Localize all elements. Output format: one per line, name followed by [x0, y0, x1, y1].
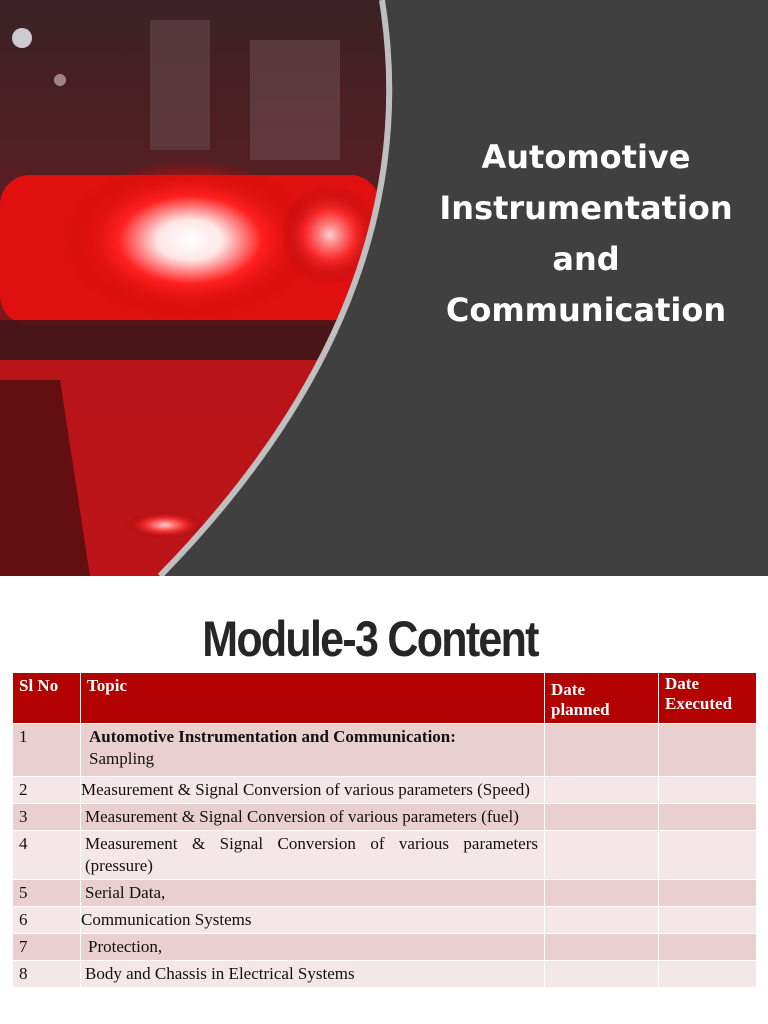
cell-sl: 8	[13, 961, 81, 988]
topic-text: Sampling	[89, 749, 155, 768]
table-row	[13, 804, 757, 831]
header-topic: Topic	[81, 673, 545, 724]
cell-date-planned	[545, 724, 659, 777]
content-slide	[0, 576, 768, 1024]
cell-topic	[81, 724, 545, 777]
cell-date-executed	[659, 804, 757, 831]
presentation-title	[405, 132, 767, 336]
header-date-executed-line-2: Executed	[665, 694, 733, 713]
cell-date-planned	[545, 831, 659, 880]
cell-date-planned	[545, 934, 659, 961]
cell-topic: Communication Systems	[81, 907, 545, 934]
cell-date-planned	[545, 961, 659, 988]
cell-topic: Measurement & Signal Conversion of various parameters (pressure)	[81, 831, 545, 880]
cell-date-executed	[659, 907, 757, 934]
cell-date-planned	[545, 907, 659, 934]
table-row	[13, 724, 757, 777]
cell-sl: 7	[13, 934, 81, 961]
cell-sl: 6	[13, 907, 81, 934]
table-row	[13, 831, 757, 880]
cell-date-planned	[545, 880, 659, 907]
cell-topic: Serial Data,	[81, 880, 545, 907]
cell-topic: Measurement & Signal Conversion of various parameters (fuel)	[81, 804, 545, 831]
cell-topic: Measurement & Signal Conversion of various parameters (Speed)	[81, 777, 545, 804]
table-row	[13, 777, 757, 804]
cell-topic: Protection,	[81, 934, 545, 961]
table-row	[13, 880, 757, 907]
cell-date-executed	[659, 777, 757, 804]
cell-topic: Body and Chassis in Electrical Systems	[81, 961, 545, 988]
table-row	[13, 907, 757, 934]
table-row	[13, 961, 757, 988]
cell-sl: 1	[13, 724, 81, 777]
title-line-3: and	[552, 240, 620, 278]
cell-sl: 5	[13, 880, 81, 907]
cell-date-executed	[659, 934, 757, 961]
cell-date-planned	[545, 804, 659, 831]
header-date-planned-line-1: Date	[551, 680, 585, 699]
cell-date-executed	[659, 831, 757, 880]
header-date-executed-line-1: Date	[665, 674, 699, 693]
cell-date-planned	[545, 777, 659, 804]
cell-date-executed	[659, 724, 757, 777]
header-date-planned-line-2: planned	[551, 700, 610, 719]
title-line-4: Communication	[445, 291, 727, 329]
header-date-planned	[545, 673, 659, 724]
title-line-2: Instrumentation	[439, 189, 733, 227]
title-line-1: Automotive	[481, 138, 691, 176]
cell-sl: 3	[13, 804, 81, 831]
table-header-row	[13, 673, 757, 724]
header-sl-no: Sl No	[13, 673, 81, 724]
cell-sl: 2	[13, 777, 81, 804]
table-row	[13, 934, 757, 961]
cell-date-executed	[659, 961, 757, 988]
module-content-table	[12, 672, 757, 988]
cell-date-executed	[659, 880, 757, 907]
module-heading: Module-3 Content	[202, 611, 538, 667]
topic-bold: Automotive Instrumentation and Communication:	[89, 727, 456, 746]
header-date-executed	[659, 673, 757, 724]
cell-sl: 4	[13, 831, 81, 880]
